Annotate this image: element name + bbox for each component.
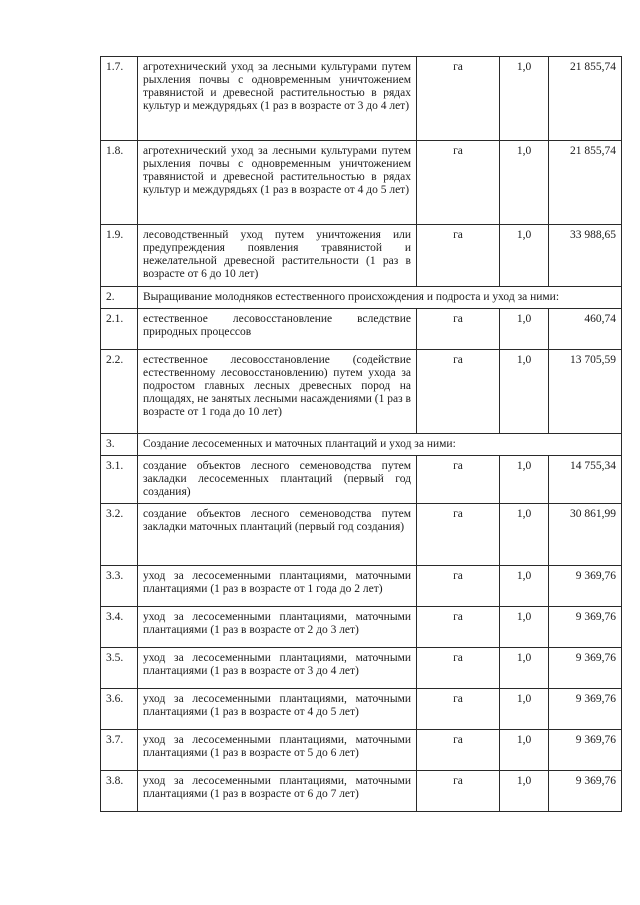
section-title: Создание лесосеменных и маточных плантаций и уход за ними: [138, 434, 622, 456]
row-description: агротехнический уход за лесными культурами путем рыхления почвы с одновременным уничтожением травянистой и древесной растительностью в рядах культур и междурядьях (1 раз в возрасте от 4 до 5 лет) [138, 141, 417, 225]
row-number: 3.8. [101, 771, 138, 812]
row-price: 460,74 [549, 309, 622, 350]
row-unit: га [417, 141, 500, 225]
row-number: 3.6. [101, 689, 138, 730]
row-quantity: 1,0 [500, 350, 549, 434]
section-title: Выращивание молодняков естественного происхождения и подроста и уход за ними: [138, 287, 622, 309]
section-number: 2. [101, 287, 138, 309]
table-row [101, 309, 622, 350]
row-description: уход за лесосеменными плантациями, маточными плантациями (1 раз в возрасте от 4 до 5 лет) [138, 689, 417, 730]
row-description: уход за лесосеменными плантациями, маточными плантациями (1 раз в возрасте от 1 года до 2 лет) [138, 566, 417, 607]
row-number: 3.2. [101, 504, 138, 566]
row-description: уход за лесосеменными плантациями, маточными плантациями (1 раз в возрасте от 6 до 7 лет) [138, 771, 417, 812]
row-number: 3.7. [101, 730, 138, 771]
row-price: 30 861,99 [549, 504, 622, 566]
row-description: создание объектов лесного семеноводства путем закладки лесосеменных плантаций (первый год создания) [138, 456, 417, 504]
row-description: создание объектов лесного семеноводства путем закладки маточных плантаций (первый год создания) [138, 504, 417, 566]
row-quantity: 1,0 [500, 607, 549, 648]
row-description: уход за лесосеменными плантациями, маточными плантациями (1 раз в возрасте от 3 до 4 лет) [138, 648, 417, 689]
row-unit: га [417, 225, 500, 287]
row-unit: га [417, 309, 500, 350]
table-row [101, 57, 622, 141]
row-unit: га [417, 771, 500, 812]
row-quantity: 1,0 [500, 309, 549, 350]
row-price: 33 988,65 [549, 225, 622, 287]
row-price: 9 369,76 [549, 566, 622, 607]
row-unit: га [417, 648, 500, 689]
rates-table [100, 56, 622, 812]
row-quantity: 1,0 [500, 566, 549, 607]
row-quantity: 1,0 [500, 689, 549, 730]
row-quantity: 1,0 [500, 225, 549, 287]
row-description: уход за лесосеменными плантациями, маточными плантациями (1 раз в возрасте от 2 до 3 лет) [138, 607, 417, 648]
row-price: 9 369,76 [549, 689, 622, 730]
row-unit: га [417, 57, 500, 141]
row-unit: га [417, 689, 500, 730]
row-description: агротехнический уход за лесными культурами путем рыхления почвы с одновременным уничтожением травянистой и древесной растительностью в рядах культур и междурядьях (1 раз в возрасте от 3 до 4 лет) [138, 57, 417, 141]
row-price: 21 855,74 [549, 57, 622, 141]
row-number: 2.2. [101, 350, 138, 434]
row-unit: га [417, 566, 500, 607]
row-quantity: 1,0 [500, 648, 549, 689]
table-row [101, 350, 622, 434]
row-unit: га [417, 350, 500, 434]
row-quantity: 1,0 [500, 57, 549, 141]
table-row [101, 771, 622, 812]
row-price: 9 369,76 [549, 607, 622, 648]
row-unit: га [417, 504, 500, 566]
row-number: 1.8. [101, 141, 138, 225]
row-quantity: 1,0 [500, 504, 549, 566]
row-price: 9 369,76 [549, 771, 622, 812]
table-row [101, 566, 622, 607]
row-quantity: 1,0 [500, 456, 549, 504]
table-row [101, 730, 622, 771]
row-quantity: 1,0 [500, 730, 549, 771]
table-row [101, 504, 622, 566]
row-unit: га [417, 456, 500, 504]
row-price: 21 855,74 [549, 141, 622, 225]
row-price: 14 755,34 [549, 456, 622, 504]
row-unit: га [417, 730, 500, 771]
table-row [101, 141, 622, 225]
row-number: 3.4. [101, 607, 138, 648]
row-quantity: 1,0 [500, 771, 549, 812]
table-row [101, 689, 622, 730]
section-row [101, 287, 622, 309]
table-row [101, 648, 622, 689]
row-unit: га [417, 607, 500, 648]
table-row [101, 225, 622, 287]
row-description: естественное лесовосстановление (содействие естественному лесовосстановлению) путем ухода за подростом главных лесных древесных пород на площадях, не занятых лесными насаждениями (1 раз в возрасте от 1 года до 10 лет) [138, 350, 417, 434]
row-number: 3.5. [101, 648, 138, 689]
row-price: 9 369,76 [549, 648, 622, 689]
section-row [101, 434, 622, 456]
row-number: 1.9. [101, 225, 138, 287]
row-number: 3.1. [101, 456, 138, 504]
row-number: 2.1. [101, 309, 138, 350]
table-row [101, 456, 622, 504]
section-number: 3. [101, 434, 138, 456]
row-number: 3.3. [101, 566, 138, 607]
row-description: уход за лесосеменными плантациями, маточными плантациями (1 раз в возрасте от 5 до 6 лет) [138, 730, 417, 771]
table-row [101, 607, 622, 648]
row-description: естественное лесовосстановление вследствие природных процессов [138, 309, 417, 350]
row-price: 13 705,59 [549, 350, 622, 434]
row-description: лесоводственный уход путем уничтожения или предупреждения появления травянистой и нежелательной древесной растительности (1 раз в возрасте от 6 до 10 лет) [138, 225, 417, 287]
row-number: 1.7. [101, 57, 138, 141]
row-quantity: 1,0 [500, 141, 549, 225]
row-price: 9 369,76 [549, 730, 622, 771]
